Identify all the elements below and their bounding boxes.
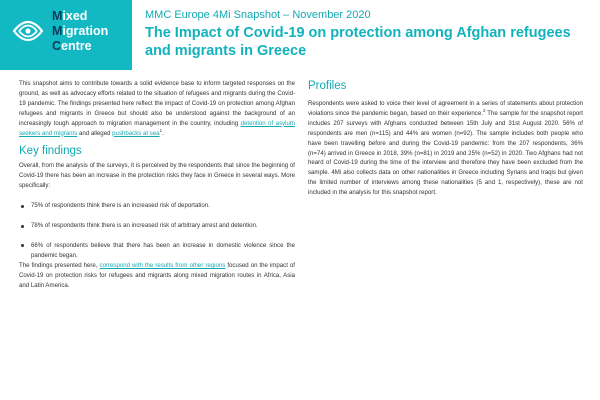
logo-line-3: Centre xyxy=(52,39,92,53)
profiles-heading: Profiles xyxy=(308,80,347,92)
key-findings-lead: Overall, from the analysis of the surveys, it is perceived by the respondents that since the beginning of Covid-19 there has been an increase in the protection risks they face in Greece in several ways. More specifically: xyxy=(19,162,295,190)
detention-link[interactable]: detention of asylum seekers and migrants xyxy=(19,119,295,137)
list-item: 66% of respondents believe that there has been an increase in domestic violence since the pandemic began. xyxy=(19,241,295,261)
page-header xyxy=(0,0,600,70)
logo-line-1: Mixed xyxy=(52,9,88,23)
closing-paragraph: The findings presented here, correspond with the results from other regions focused on the impact of Covid-19 on protection risks for refugees and migrants along mixed migration routes in Africa, Asia and Latin America. xyxy=(19,261,295,289)
logo xyxy=(0,0,132,70)
logo-line-2: Migration xyxy=(52,24,109,38)
key-findings-list xyxy=(19,201,295,261)
pushbacks-link[interactable]: pushbacks at sea xyxy=(112,129,160,137)
footnote-1[interactable]: 1 xyxy=(159,127,163,133)
bullet-icon xyxy=(21,225,24,228)
right-column xyxy=(308,79,583,198)
logo-wordmark xyxy=(52,9,108,54)
snapshot-label: MMC Europe 4Mi Snapshot – November 2020 xyxy=(145,9,371,21)
list-item: 78% of respondents think there is an increased risk of arbitrary arrest and detention. xyxy=(19,221,295,231)
other-regions-link[interactable]: correspond with the results from other regions xyxy=(99,261,226,269)
footnote-2[interactable]: 2 xyxy=(482,107,486,113)
bullet-icon xyxy=(21,205,24,208)
intro-paragraph: This snapshot aims to contribute towards a solid evidence base to inform targeted responses on the ground, as well as advocacy efforts related to the situation of refugees and migrants during the Covid-19 pandemic. The findings presented here reflect the impact of Covid-19 on protection among Afghan refugees and migrants in Greece but should also be understood against the background of an increasingly tough approach to migration management in the country, including detention of asylum seekers and migrants and alleged pushbacks at sea$^1$. xyxy=(19,80,295,137)
list-item: 75% of respondents think there is an increased risk of deportation. xyxy=(19,201,295,211)
bullet-icon xyxy=(21,244,24,247)
mmc-logo-icon xyxy=(11,11,45,51)
profiles-paragraph: Respondents were asked to voice their level of agreement in a series of statements about protection violations since the pandemic began, based on their experience.$^2$ The sample for the snapshot report includes 207 surveys with Afghans conducted between 15th July and 31st August 2020. 56% of respondents are men (n=115) and 44% are women (n=92). The sample includes both people who have been travelling before and during the Covid-19 pandemic: from the 207 respondents, 36% (n=74) arrived in Greece in 2018, 39% (n=81) in 2019 and 25% (n=52) in 2020. Two Afghans had not heard of Covid-19 during the time of the interview and therefore they have been excluded from the sample. 4Mi also collects data on other nationalities in Greece including Syrians and Iraqis but given the limited number of interviews among these nationalities (5 and 1, respectively), these are not included in the analysis for this snapshot report. xyxy=(308,100,583,197)
page-title: The Impact of Covid-19 on protection among Afghan refugees and migrants in Greece xyxy=(145,25,571,59)
key-findings-heading: Key findings xyxy=(19,145,82,158)
left-column xyxy=(19,79,295,291)
